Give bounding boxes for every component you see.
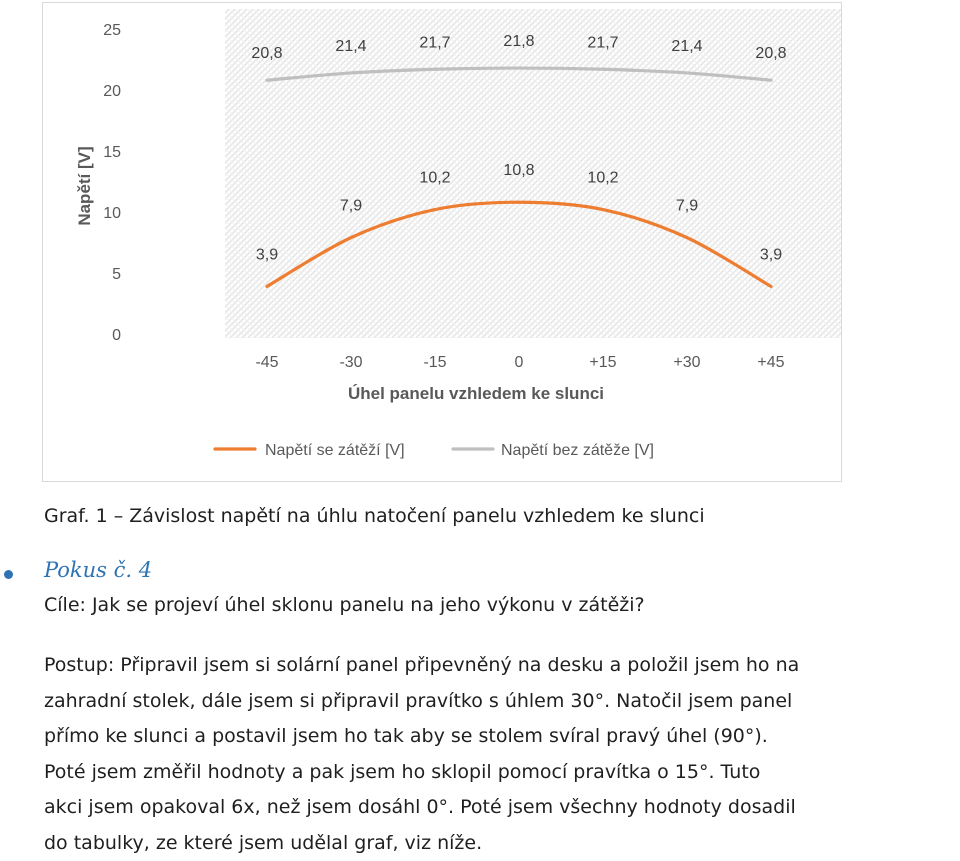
data-label: 7,9 bbox=[340, 198, 362, 215]
data-label: 10,2 bbox=[587, 170, 618, 187]
procedure-line: přímo ke slunci a postavil jsem ho tak aby se stolem svíral pravý úhel (90°). bbox=[122, 719, 958, 755]
data-label: 3,9 bbox=[760, 246, 782, 263]
data-label: 21,4 bbox=[335, 38, 366, 55]
y-axis-title: Napětí [V] bbox=[75, 146, 94, 225]
y-tick-label: 5 bbox=[112, 266, 121, 283]
legend-label: Napětí se zátěží [V] bbox=[265, 442, 405, 459]
data-label: 21,8 bbox=[503, 33, 534, 50]
legend-label: Napětí bez zátěže [V] bbox=[501, 442, 654, 459]
data-label: 3,9 bbox=[256, 246, 278, 263]
x-axis-title: Úhel panelu vzhledem ke slunci bbox=[348, 384, 604, 403]
procedure-line: Poté jsem změřil hodnoty a pak jsem ho sklopil pomocí pravítka o 15°. Tuto bbox=[122, 755, 958, 791]
legend bbox=[215, 442, 654, 459]
goal-text: Cíle: Jak se projeví úhel sklonu panelu na jeho výkonu v zátěži? bbox=[44, 594, 960, 616]
procedure-line: akci jsem opakoval 6x, než jsem dosáhl 0°. Poté jsem všechny hodnoty dosadil bbox=[122, 790, 958, 826]
data-label: 21,7 bbox=[419, 34, 450, 51]
line-chart bbox=[43, 3, 841, 481]
data-label: 10,8 bbox=[503, 162, 534, 179]
y-tick-label: 25 bbox=[103, 22, 121, 39]
x-tick-label: +45 bbox=[757, 354, 784, 371]
y-tick-label: 10 bbox=[103, 205, 121, 222]
procedure-line: zahradní stolek, dále jsem si připravil pravítko s úhlem 30°. Natočil jsem panel bbox=[122, 684, 958, 720]
figure-caption: Graf. 1 – Závislost napětí na úhlu natočení panelu vzhledem ke slunci bbox=[44, 505, 960, 527]
bullet-icon bbox=[4, 570, 13, 579]
x-tick-label: -15 bbox=[423, 354, 446, 371]
data-label: 7,9 bbox=[676, 198, 698, 215]
data-label: 20,8 bbox=[251, 45, 282, 62]
chart-container bbox=[42, 2, 842, 482]
procedure-line: Postup: Připravil jsem si solární panel připevněný na desku a položil jsem ho na bbox=[122, 648, 958, 684]
experiment-title: Pokus č. 4 bbox=[44, 558, 152, 582]
procedure-text bbox=[44, 648, 958, 861]
y-tick-label: 0 bbox=[112, 327, 121, 344]
procedure-line: do tabulky, ze které jsem udělal graf, viz níže. bbox=[122, 826, 958, 861]
x-tick-label: -45 bbox=[255, 354, 278, 371]
data-label: 20,8 bbox=[755, 45, 786, 62]
data-label: 21,7 bbox=[587, 34, 618, 51]
data-label: 10,2 bbox=[419, 170, 450, 187]
x-tick-label: 0 bbox=[515, 354, 524, 371]
y-tick-label: 20 bbox=[103, 83, 121, 100]
x-tick-label: +30 bbox=[673, 354, 700, 371]
x-tick-label: +15 bbox=[589, 354, 616, 371]
y-tick-label: 15 bbox=[103, 144, 121, 161]
data-label: 21,4 bbox=[671, 38, 702, 55]
x-tick-label: -30 bbox=[339, 354, 362, 371]
